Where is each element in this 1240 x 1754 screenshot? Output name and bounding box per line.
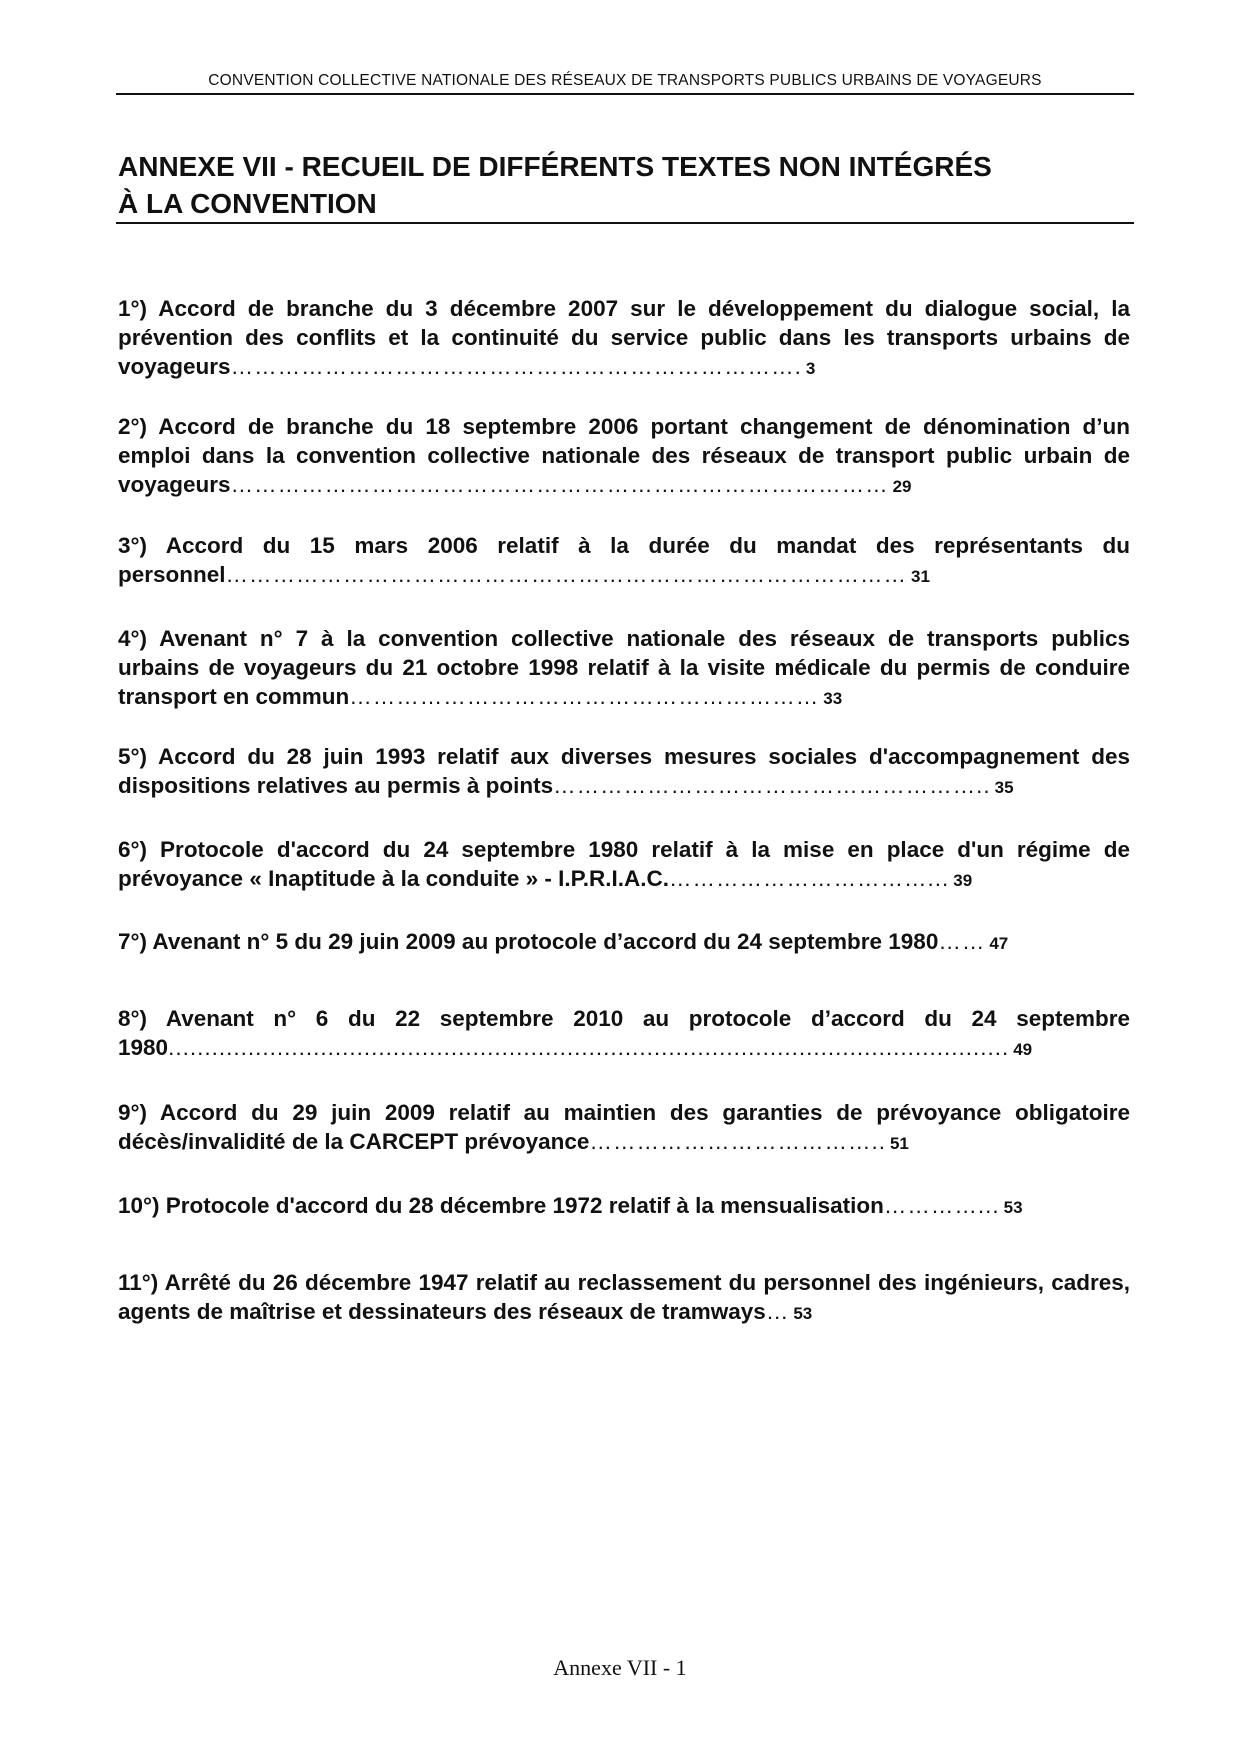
toc-entry-8[interactable] [118, 1004, 1130, 1064]
toc-entry-1[interactable] [118, 294, 1130, 383]
header-rule [116, 93, 1134, 95]
toc-entry-text: 6°) Protocole d'accord du 24 septembre 1980 relatif à la mise en place d'un régime de prévoyance « Inaptitude à la conduite » - I.P.R.I.A.C. [118, 837, 1130, 891]
toc-entry-2[interactable] [118, 412, 1130, 501]
toc-entry-page: 53 [793, 1304, 813, 1323]
toc-entry-page: 53 [1003, 1198, 1023, 1217]
toc-entry-page: 33 [823, 689, 843, 708]
toc-entry-leader: … [765, 1299, 790, 1324]
page-footer: Annexe VII - 1 [553, 1655, 687, 1680]
toc-entry-leader: …… [938, 929, 986, 954]
toc-entry-page: 51 [889, 1134, 909, 1153]
toc-entry-page: 3 [805, 359, 816, 378]
toc-entry-page: 35 [994, 778, 1014, 797]
toc-entry-leader: …………………………………………………………………………… [225, 562, 908, 587]
annex-title [118, 148, 1134, 222]
toc-entry-5[interactable] [118, 742, 1130, 802]
title-rule [116, 222, 1134, 224]
annex-title-line-2: À LA CONVENTION [118, 188, 377, 219]
toc-entry-text: 5°) Accord du 28 juin 1993 relatif aux diverses mesures sociales d'accompagnement des dispositions relatives au permis à points [118, 744, 1130, 798]
toc-entry-leader: ……………………………….. [589, 1129, 886, 1154]
toc-entry-page: 29 [892, 477, 912, 496]
toc-entry-4[interactable] [118, 624, 1130, 713]
toc-entry-leader: ………………………………………………………………………… [230, 472, 889, 497]
toc-entry-11[interactable] [118, 1268, 1130, 1328]
toc-entry-leader: .................................................................................................................... [168, 1035, 1010, 1060]
toc-entry-text: 9°) Accord du 29 juin 2009 relatif au maintien des garanties de prévoyance obligatoire décès/invalidité de la CARCEPT prévoyance [118, 1100, 1130, 1154]
toc-entry-leader: …………... [883, 1193, 1000, 1218]
toc-entry-3[interactable] [118, 531, 1130, 591]
toc-entry-page: 47 [989, 934, 1009, 953]
toc-entry-page: 49 [1013, 1040, 1033, 1059]
toc-entry-leader: ……………………………... [668, 866, 950, 891]
toc-entry-leader: ……………………………………………….. [553, 773, 991, 798]
toc-entry-9[interactable] [118, 1098, 1130, 1158]
toc-entry-7[interactable] [118, 927, 1130, 958]
toc-entry-text: 8°) Avenant n° 6 du 22 septembre 2010 au protocole d’accord du 24 septembre 1980 [118, 1006, 1130, 1060]
annex-title-line-1: ANNEXE VII - RECUEIL DE DIFFÉRENTS TEXTES NON INTÉGRÉS [118, 151, 992, 182]
toc-entry-leader: ………………………………………………………………. [230, 354, 802, 379]
toc-entry-text: 2°) Accord de branche du 18 septembre 2006 portant changement de dénomination d’un emploi dans la convention collective nationale des réseaux de transport public urbain de voyageurs [118, 414, 1130, 497]
toc-entry-leader: …………………………………………………… [349, 684, 820, 709]
running-header: CONVENTION COLLECTIVE NATIONALE DES RÉSEAUX DE TRANSPORTS PUBLICS URBAINS DE VOYAGEURS [208, 72, 1042, 89]
toc-entry-text: 11°) Arrêté du 26 décembre 1947 relatif au reclassement du personnel des ingénieurs, cadres, agents de maîtrise et dessinateurs des réseaux de tramways [118, 1270, 1130, 1324]
toc-entry-text: 4°) Avenant n° 7 à la convention collective nationale des réseaux de transports publics urbains de voyageurs du 21 octobre 1998 relatif à la visite médicale du permis de conduire transport en commun [118, 626, 1130, 709]
toc-entry-text: 10°) Protocole d'accord du 28 décembre 1972 relatif à la mensualisation [118, 1193, 884, 1218]
toc-entry-text: 1°) Accord de branche du 3 décembre 2007 sur le développement du dialogue social, la prévention des conflits et la continuité du service public dans les transports urbains de voyageurs [118, 296, 1130, 379]
toc-entry-10[interactable] [118, 1191, 1130, 1222]
toc-entry-page: 39 [953, 871, 973, 890]
toc-entry-text: 3°) Accord du 15 mars 2006 relatif à la durée du mandat des représentants du personnel [118, 533, 1130, 587]
toc-entry-page: 31 [911, 567, 930, 586]
toc-entry-6[interactable] [118, 835, 1130, 895]
toc-entry-text: 7°) Avenant n° 5 du 29 juin 2009 au protocole d’accord du 24 septembre 1980 [118, 929, 939, 954]
